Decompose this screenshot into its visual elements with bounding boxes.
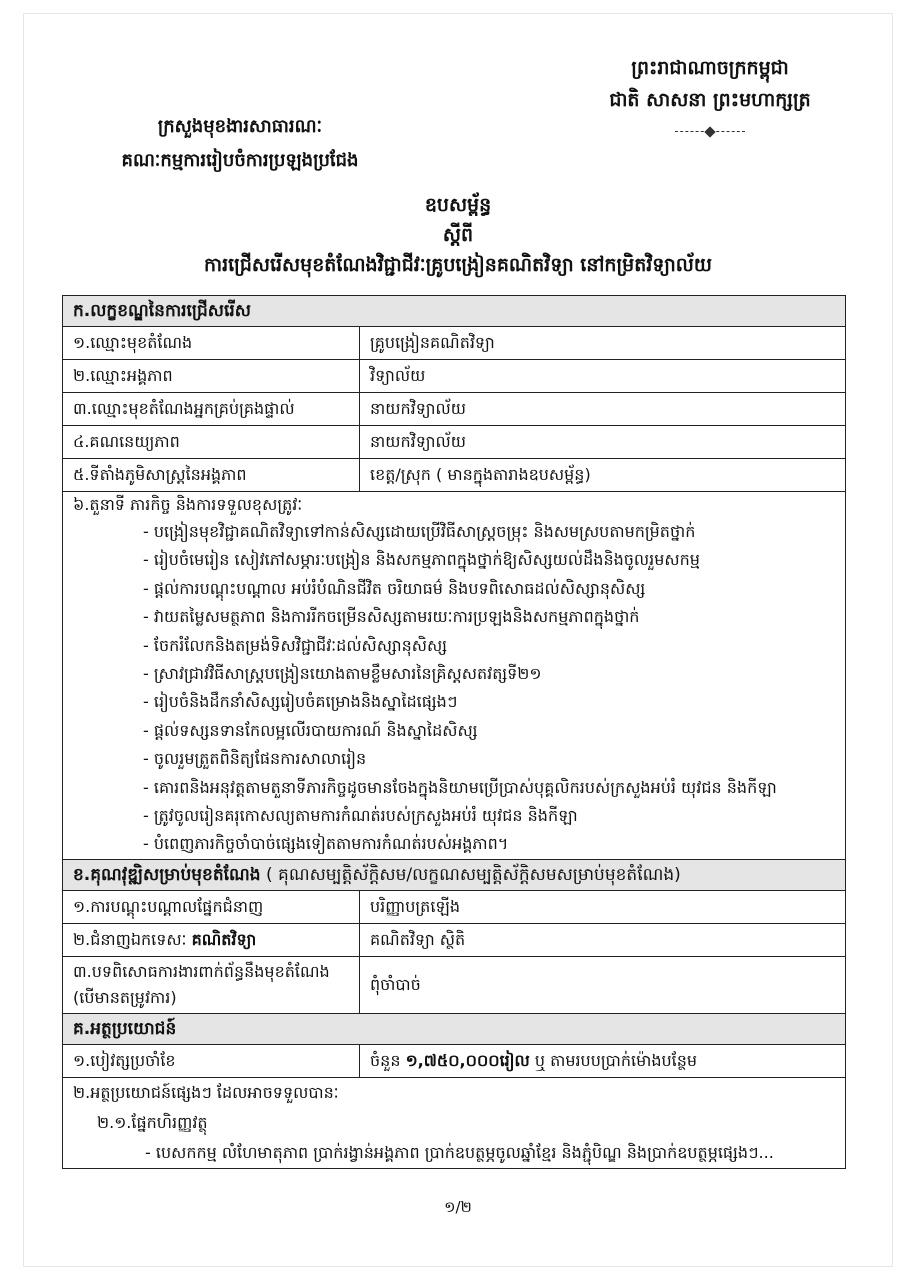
row-label: ២.ឈ្មោះអង្គភាព (63, 360, 360, 393)
national-motto: ជាតិ សាសនា ព្រះមហាក្សត្រ (609, 89, 811, 111)
requirements-table (62, 295, 846, 1169)
row-label: ៣.ឈ្មោះមុខតំណែងអ្នកគ្រប់គ្រងផ្ទាល់ (63, 393, 360, 426)
list-item: - វាយតម្លៃសមត្ថភាព និងការរីកចម្រើនសិស្សតាមរយៈការប្រឡងនិងសកម្មភាពក្នុងថ្នាក់ (143, 603, 835, 631)
section-a-header: ក.លក្ខខណ្ឌនៃការជ្រើសរើស (63, 296, 846, 327)
duties-title: ៦.តួនាទី ភារកិច្ច និងការទទួលខុសត្រូវៈ (73, 495, 303, 514)
row-label-emphasis: គណិតវិទ្យា (191, 929, 257, 949)
salary-prefix: ចំនួន (370, 1050, 406, 1070)
ministry-name: ក្រសួងមុខងារសាធារណៈ (157, 116, 323, 137)
table-row (63, 393, 846, 426)
row-value: វិទ្យាល័យ (360, 360, 846, 393)
financial-subtitle: ២.១.ផ្នែកហិរញ្ញវត្ថុ (97, 1112, 208, 1132)
row-value: នាយកវិទ្យាល័យ (360, 393, 846, 426)
table-row (63, 327, 846, 360)
salary-amount: ១,៧៥០,០០០រៀល (405, 1050, 530, 1070)
list-item: - បង្រៀនមុខវិជ្ជាគណិតវិទ្យាទៅកាន់សិស្សដោយប្រើវិធីសាស្ត្រចម្រុះ និងសមស្របតាមកម្រិតថ្នាក់ (143, 518, 835, 546)
section-b-subtitle: ( គុណសម្បត្តិស័ក្តិសម/លក្ខណសម្បត្តិស័ក្តិសមសម្រាប់មុខតំណែង) (260, 864, 681, 885)
row-value: គ្រូបង្រៀនគណិតវិទ្យា (360, 327, 846, 360)
list-item: - ផ្តល់ការបណ្តុះបណ្តាល អប់រំបំណិនជីវិត ចរិយាធម៌ និងបទពិសោធដល់សិស្សានុសិស្ស (143, 575, 835, 603)
row-value: ខេត្ត/ស្រុក ( មានក្នុងតារាងឧបសម្ព័ន្ធ) (360, 459, 846, 492)
row-value: ពុំចាំបាច់ (360, 956, 846, 1013)
duties-list (73, 518, 835, 859)
list-item: - រៀបចំមេរៀន សៀវភៅសម្ភារៈបង្រៀន និងសកម្មភាពក្នុងថ្នាក់ឱ្យសិស្សយល់ដឹងនិងចូលរួមសកម្ម (143, 546, 835, 574)
section-c-header: គ.អត្ថប្រយោជន៍ (63, 1013, 846, 1044)
title-line-1: ឧបសម្ព័ន្ធ (424, 194, 492, 216)
salary-suffix: ឬ តាមរបបប្រាក់ម៉ោងបន្ថែម (529, 1050, 698, 1070)
row-label: ១.ការបណ្តុះបណ្តាលផ្នែកជំនាញ (63, 890, 360, 923)
committee-name: គណៈកម្មការរៀបចំការប្រឡងប្រជែង (121, 150, 359, 171)
kingdom-name: ព្រះរាជាណាចក្រកម្ពុជា (631, 57, 789, 79)
section-b-title: ខ.គុណវុឌ្ឍិសម្រាប់មុខតំណែង (73, 864, 261, 885)
row-value: នាយកវិទ្យាល័យ (360, 426, 846, 459)
row-label (63, 923, 360, 956)
section-b-header (63, 859, 846, 890)
table-row (63, 459, 846, 492)
title-line-3: ការជ្រើសរើសមុខតំណែងវិជ្ជាជីវៈគ្រូបង្រៀនគណិតវិទ្យា នៅកម្រិតវិទ្យាល័យ (204, 254, 712, 276)
table-row (63, 890, 846, 923)
row-value (360, 1044, 846, 1077)
title-line-2: ស្តីពី (442, 224, 474, 246)
table-row (63, 956, 846, 1013)
row-label: ៤.គណនេយ្យភាព (63, 426, 360, 459)
financial-item: - បេសកកម្ម លំហែមាតុភាព ប្រាក់រង្វាន់អង្គភាព ប្រាក់ឧបត្ថម្ភចូលឆ្នាំខ្មែរ និងភ្ជុំបិណ្ឌ និងប្រាក់ឧបត្ថម្ភផ្សេងៗ... (145, 1142, 774, 1162)
issuer-block (40, 110, 440, 178)
list-item: - បំពេញភារកិច្ចចាំបាច់ផ្សេងទៀតតាមការកំណត់របស់អង្គភាព។ (143, 830, 835, 858)
table-row (63, 360, 846, 393)
row-label: ៣.បទពិសោធការងារពាក់ព័ន្ធនឹងមុខតំណែង (បើមានតម្រូវការ) (63, 956, 360, 1013)
row-label: ១.ឈ្មោះមុខតំណែង (63, 327, 360, 360)
list-item: - ចូលរួមត្រួតពិនិត្យផែនការសាលារៀន (143, 745, 835, 773)
list-item: - ត្រូវចូលរៀនគរុកោសល្យតាមការកំណត់របស់ក្រសួងអប់រំ យុវជន និងកីឡា (143, 802, 835, 830)
row-label: ៥.ទីតាំងភូមិសាស្ត្រនៃអង្គភាព (63, 459, 360, 492)
table-row (63, 923, 846, 956)
document-title (0, 190, 916, 280)
list-item: - រៀបចំនិងដឹកនាំសិស្សរៀបចំគម្រោងនិងស្នាដៃផ្សេងៗ (143, 688, 835, 716)
page-number: ១/២ (444, 1198, 472, 1216)
list-item: - ផ្តល់ទស្សនទានកែលម្អលើរបាយការណ៍ និងស្នាដៃសិស្ស (143, 717, 835, 745)
row-label-text: ២.ជំនាញឯកទេសៈ (73, 929, 192, 949)
list-item: - ចែករំលែកនិងតម្រង់ទិសវិជ្ជាជីវៈដល់សិស្សានុសិស្ស (143, 632, 835, 660)
list-item: - គោរពនិងអនុវត្តតាមតួនាទីភារកិច្ចដូចមានចែងក្នុងនិយាមប្រើប្រាស់បុគ្គលិករបស់ក្រសួងអប់រំ យុវជន និងកីឡា (143, 774, 835, 802)
list-item: - ស្រាវជ្រាវវិធីសាស្ត្របង្រៀនយោងតាមខ្លឹមសារនៃគ្រិស្តសតវត្សទី២១ (143, 660, 835, 688)
row-value: គណិតវិទ្យា ស្ថិតិ (360, 923, 846, 956)
table-row (63, 1044, 846, 1077)
other-benefits-title: ២.អត្ថប្រយោជន៍ផ្សេងៗ ដែលអាចទទួលបានៈ (73, 1082, 339, 1102)
benefits-row (63, 1077, 846, 1168)
duties-row (63, 492, 846, 860)
kingdom-header (590, 52, 830, 136)
table-row (63, 426, 846, 459)
ornament-divider (675, 128, 745, 136)
row-label: ១.បៀវត្សប្រចាំខែ (63, 1044, 360, 1077)
row-value: បរិញ្ញាបត្រឡើង (360, 890, 846, 923)
